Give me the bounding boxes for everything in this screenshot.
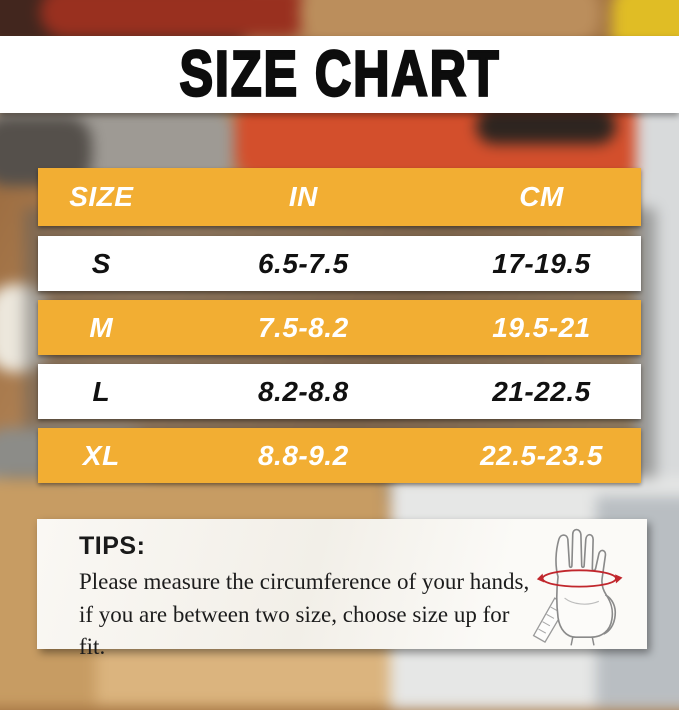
cm-value: 21-22.5 [492,375,591,407]
column-header-in: IN [288,181,318,212]
column-header-cm: CM [519,181,564,212]
tips-box [37,519,647,660]
in-value: 7.5-8.2 [257,311,349,343]
cm-value: 19.5-21 [492,311,591,343]
size-chart-table [38,168,641,492]
bg-knife-black-stripe [476,108,616,144]
in-value: 8.8-9.2 [257,439,349,471]
page-title: SIZE CHART [178,39,501,110]
size-value: M [89,311,114,343]
cm-value: 17-19.5 [492,247,591,279]
hand-measure-icon [515,523,637,647]
tips-heading: TIPS: [79,532,146,560]
table-row-l [38,364,641,419]
title-banner [0,36,679,113]
bg-top-red-tool [40,0,310,38]
table-row-m [38,300,641,355]
table-row-s [38,236,641,291]
table-header-row [38,168,641,226]
table-row-xl [38,428,641,483]
in-value: 6.5-7.5 [257,247,349,279]
column-header-size: SIZE [69,181,134,212]
cm-value: 22.5-23.5 [480,439,603,471]
size-value: XL [82,439,120,471]
in-value: 8.2-8.8 [257,375,349,407]
size-value: L [92,375,111,407]
tips-body-text: Please measure the circumference of your hands, if you are between two size, choose size up for fit. [79,569,530,660]
size-value: S [91,247,111,279]
